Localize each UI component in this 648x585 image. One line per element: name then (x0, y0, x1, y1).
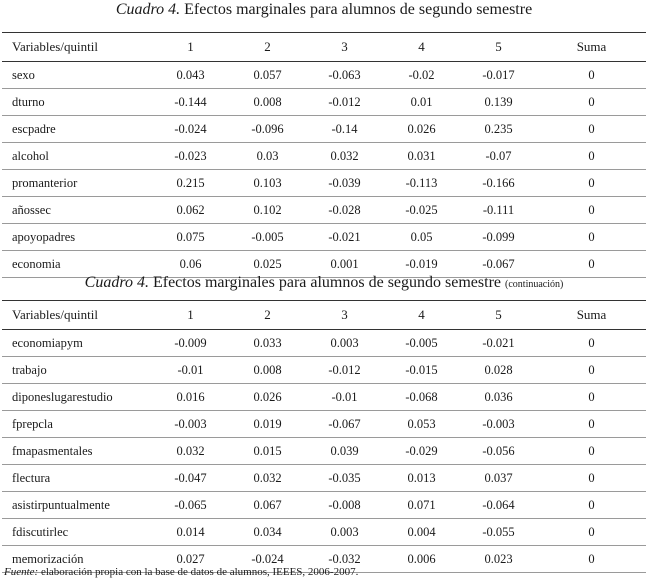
cell-value: 0 (537, 170, 646, 197)
row-label: asistirpuntualmente (2, 492, 152, 519)
cell-value: 0.039 (306, 438, 383, 465)
column-header: 1 (152, 301, 229, 330)
row-label: añossec (2, 197, 152, 224)
cell-value: 0.215 (152, 170, 229, 197)
cell-value: 0.014 (152, 519, 229, 546)
source-text: elaboración propia con la base de datos de alumnos, IEEES, 2006-2007. (40, 566, 359, 578)
cell-value: 0.026 (383, 116, 460, 143)
table2-caption-lead: Cuadro 4. (84, 274, 149, 291)
column-header: Variables/quintil (2, 301, 152, 330)
cell-value: 0.03 (229, 143, 306, 170)
cell-value: -0.01 (152, 357, 229, 384)
cell-value: 0.033 (229, 330, 306, 357)
cell-value: 0 (537, 197, 646, 224)
table1-caption (0, 0, 648, 20)
row-label: fprepcla (2, 411, 152, 438)
cell-value: 0 (537, 519, 646, 546)
cell-value: 0.013 (383, 465, 460, 492)
cell-value: 0.023 (460, 546, 537, 573)
column-header: 5 (460, 301, 537, 330)
cell-value: -0.047 (152, 465, 229, 492)
cell-value: 0.102 (229, 197, 306, 224)
cell-value: 0.235 (460, 116, 537, 143)
cell-value: -0.14 (306, 116, 383, 143)
row-label: fdiscutirlec (2, 519, 152, 546)
cell-value: 0 (537, 546, 646, 573)
row-label: escpadre (2, 116, 152, 143)
row-label: flectura (2, 465, 152, 492)
table-row (2, 492, 646, 519)
cell-value: 0.003 (306, 519, 383, 546)
table2-header-row (2, 301, 646, 330)
cell-value: 0.025 (229, 251, 306, 278)
table-row (2, 384, 646, 411)
table-row (2, 62, 646, 89)
row-label: promanterior (2, 170, 152, 197)
cell-value: -0.063 (306, 62, 383, 89)
cell-value: 0.006 (383, 546, 460, 573)
table-row (2, 197, 646, 224)
cell-value: -0.019 (383, 251, 460, 278)
cell-value: -0.015 (383, 357, 460, 384)
cell-value: 0.001 (306, 251, 383, 278)
cell-value: -0.021 (306, 224, 383, 251)
row-label: fmapasmentales (2, 438, 152, 465)
table-row (2, 411, 646, 438)
cell-value: -0.023 (152, 143, 229, 170)
cell-value: -0.024 (152, 116, 229, 143)
cell-value: 0.027 (152, 546, 229, 573)
row-label: economia (2, 251, 152, 278)
cell-value: -0.005 (229, 224, 306, 251)
cell-value: -0.012 (306, 357, 383, 384)
table-row (2, 116, 646, 143)
row-label: diponeslugarestudio (2, 384, 152, 411)
cell-value: 0.06 (152, 251, 229, 278)
cell-value: -0.017 (460, 62, 537, 89)
cell-value: -0.065 (152, 492, 229, 519)
cell-value: -0.003 (460, 411, 537, 438)
cell-value: 0.053 (383, 411, 460, 438)
cell-value: -0.032 (306, 546, 383, 573)
column-header: 4 (383, 301, 460, 330)
column-header: Suma (537, 301, 646, 330)
row-label: memorización (2, 546, 152, 573)
table-row (2, 330, 646, 357)
cell-value: 0 (537, 411, 646, 438)
table2-caption-note: (continuación) (505, 279, 564, 290)
cell-value: -0.003 (152, 411, 229, 438)
cell-value: -0.035 (306, 465, 383, 492)
cell-value: 0.043 (152, 62, 229, 89)
cell-value: 0.004 (383, 519, 460, 546)
cell-value: 0 (537, 224, 646, 251)
cell-value: 0.071 (383, 492, 460, 519)
table1 (2, 33, 646, 278)
cell-value: 0.139 (460, 89, 537, 116)
cell-value: -0.144 (152, 89, 229, 116)
column-header: 2 (229, 33, 306, 62)
row-label: dturno (2, 89, 152, 116)
table1-caption-lead: Cuadro 4. (115, 1, 181, 18)
cell-value: -0.067 (306, 411, 383, 438)
cell-value: 0.032 (152, 438, 229, 465)
table2-caption-title: Efectos marginales para alumnos de segundo semestre (152, 274, 502, 291)
cell-value: 0 (537, 116, 646, 143)
cell-value: 0 (537, 251, 646, 278)
cell-value: 0.032 (306, 143, 383, 170)
table-row (2, 170, 646, 197)
cell-value: 0 (537, 384, 646, 411)
cell-value: 0.075 (152, 224, 229, 251)
cell-value: -0.099 (460, 224, 537, 251)
cell-value: -0.02 (383, 62, 460, 89)
column-header: 3 (306, 301, 383, 330)
cell-value: -0.01 (306, 384, 383, 411)
cell-value: 0.031 (383, 143, 460, 170)
column-header: 5 (460, 33, 537, 62)
cell-value: -0.166 (460, 170, 537, 197)
row-label: economiapym (2, 330, 152, 357)
cell-value: 0 (537, 492, 646, 519)
cell-value: -0.028 (306, 197, 383, 224)
table-row (2, 438, 646, 465)
cell-value: 0.01 (383, 89, 460, 116)
cell-value: 0.037 (460, 465, 537, 492)
cell-value: -0.055 (460, 519, 537, 546)
table2-caption (0, 273, 648, 295)
column-header: 2 (229, 301, 306, 330)
cell-value: -0.111 (460, 197, 537, 224)
cell-value: 0 (537, 330, 646, 357)
cell-value: 0 (537, 357, 646, 384)
cell-value: -0.07 (460, 143, 537, 170)
cell-value: 0.062 (152, 197, 229, 224)
cell-value: 0.032 (229, 465, 306, 492)
column-header: 4 (383, 33, 460, 62)
cell-value: 0.103 (229, 170, 306, 197)
table-row (2, 465, 646, 492)
cell-value: 0 (537, 143, 646, 170)
cell-value: 0.016 (152, 384, 229, 411)
table-row (2, 224, 646, 251)
cell-value: -0.029 (383, 438, 460, 465)
row-label: alcohol (2, 143, 152, 170)
cell-value: 0 (537, 438, 646, 465)
column-header: Suma (537, 33, 646, 62)
cell-value: 0.008 (229, 89, 306, 116)
cell-value: 0 (537, 89, 646, 116)
row-label: trabajo (2, 357, 152, 384)
cell-value: 0 (537, 62, 646, 89)
cell-value: -0.012 (306, 89, 383, 116)
cell-value: -0.067 (460, 251, 537, 278)
cell-value: -0.025 (383, 197, 460, 224)
cell-value: -0.068 (383, 384, 460, 411)
cell-value: -0.008 (306, 492, 383, 519)
cell-value: 0.034 (229, 519, 306, 546)
cell-value: 0.008 (229, 357, 306, 384)
table-row (2, 143, 646, 170)
cell-value: 0.026 (229, 384, 306, 411)
cell-value: 0.028 (460, 357, 537, 384)
column-header: Variables/quintil (2, 33, 152, 62)
cell-value: 0.036 (460, 384, 537, 411)
source-footnote (4, 566, 358, 578)
table2 (2, 301, 646, 573)
cell-value: -0.024 (229, 546, 306, 573)
table1-caption-title: Efectos marginales para alumnos de segundo semestre (184, 1, 533, 18)
table-row (2, 89, 646, 116)
table-row (2, 357, 646, 384)
cell-value: -0.056 (460, 438, 537, 465)
row-label: sexo (2, 62, 152, 89)
cell-value: 0 (537, 465, 646, 492)
cell-value: -0.039 (306, 170, 383, 197)
table1-header-row (2, 33, 646, 62)
source-label: Fuente: (4, 566, 39, 578)
cell-value: -0.009 (152, 330, 229, 357)
cell-value: -0.021 (460, 330, 537, 357)
table-row (2, 519, 646, 546)
cell-value: 0.019 (229, 411, 306, 438)
cell-value: -0.005 (383, 330, 460, 357)
cell-value: -0.064 (460, 492, 537, 519)
column-header: 1 (152, 33, 229, 62)
column-header: 3 (306, 33, 383, 62)
cell-value: 0.003 (306, 330, 383, 357)
cell-value: -0.096 (229, 116, 306, 143)
cell-value: 0.015 (229, 438, 306, 465)
cell-value: 0.05 (383, 224, 460, 251)
cell-value: -0.113 (383, 170, 460, 197)
cell-value: 0.057 (229, 62, 306, 89)
cell-value: 0.067 (229, 492, 306, 519)
row-label: apoyopadres (2, 224, 152, 251)
